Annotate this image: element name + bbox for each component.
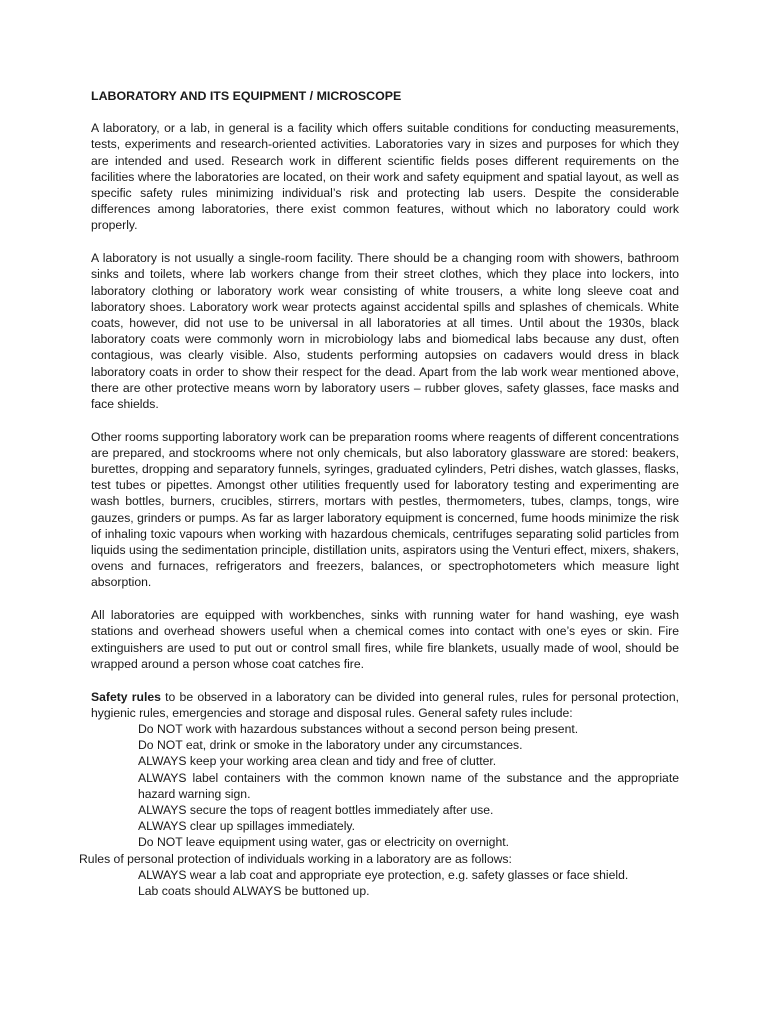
paragraph-laboratory-definition: A laboratory, or a lab, in general is a facility which offers suitable conditions for conducting measurements, tests, experiments and research-oriented activities. Laboratories vary in sizes and purposes for which they are intended and used. Research work in different scientific fields poses different requirements on the facilities where the laboratories are located, on their work and safety equipment and spatial layout, as well as specific safety rules minimizing individual’s risk and protecting lab users. Despite the considerable differences among laboratories, there exist common features, without which no laboratory could work properly.	[91, 121, 679, 233]
personal-protection-intro: Rules of personal protection of individuals working in a laboratory are as follows:	[79, 851, 512, 866]
general-safety-rules-list	[91, 721, 679, 851]
document-title: LABORATORY AND ITS EQUIPMENT / MICROSCOPE	[91, 89, 402, 103]
personal-protection-rules-list	[91, 867, 679, 899]
list-item: ALWAYS clear up spillages immediately.	[138, 819, 355, 834]
list-item: ALWAYS keep your working area clean and tidy and free of clutter.	[138, 754, 497, 769]
paragraph-safety-rules-intro	[91, 689, 679, 721]
safety-rules-term: Safety rules	[91, 689, 161, 704]
list-item: ALWAYS secure the tops of reagent bottles immediately after use.	[138, 802, 494, 817]
document-body	[79, 88, 679, 899]
paragraph-laboratory-equipment: All laboratories are equipped with workbenches, sinks with running water for hand washing, eye wash stations and overhead showers useful when a chemical comes into contact with one’s eyes or skin. Fire extinguishers are used to put out or control small fires, while fire blankets, usually made of wool, should be wrapped around a person whose coat catches fire.	[91, 608, 679, 671]
list-item: Do NOT work with hazardous substances without a second person being present.	[138, 721, 579, 736]
safety-rules-intro-text: to be observed in a laboratory can be divided into general rules, rules for personal protection, hygienic rules, emergencies and storage and disposal rules. General safety rules include:	[91, 689, 679, 720]
paragraph-supporting-rooms: Other rooms supporting laboratory work can be preparation rooms where reagents of different concentrations are prepared, and stockrooms where not only chemicals, but also laboratory glassware are stored: beakers, burettes, dropping and separatory funnels, syringes, graduated cylinders, Petri dishes, watch glasses, flasks, test tubes or pipettes. Amongst other utilities frequently used for laboratory testing and experimenting are wash bottles, burners, crucibles, stirrers, mortars with pestles, thermometers, tubes, clamps, tongs, wire gauzes, grinders or pumps. As far as larger laboratory equipment is concerned, fume hoods minimize the risk of inhaling toxic vapours when working with hazardous chemicals, centrifuges separating solid particles from liquids using the sedimentation principle, distillation units, aspirators using the Venturi effect, mixers, shakers, ovens and furnaces, refrigerators and freezers, balances, or spectrophotometers which measure light absorption.	[91, 429, 679, 590]
list-item: ALWAYS wear a lab coat and appropriate eye protection, e.g. safety glasses or face shield.	[138, 867, 629, 882]
list-item: Do NOT eat, drink or smoke in the laboratory under any circumstances.	[138, 738, 523, 753]
list-item: Lab coats should ALWAYS be buttoned up.	[138, 883, 370, 898]
list-item: Do NOT leave equipment using water, gas or electricity on overnight.	[138, 835, 510, 850]
list-item: ALWAYS label containers with the common known name of the substance and the appropriate hazard warning sign.	[138, 770, 679, 801]
paragraph-laboratory-facilities: A laboratory is not usually a single-room facility. There should be a changing room with showers, bathroom sinks and toilets, where lab workers change from their street clothes, which they place into lockers, into laboratory clothing or laboratory work wear consisting of white trousers, a white long sleeve coat and laboratory shoes. Laboratory work wear protects against accidental spills and splashes of chemicals. White coats, however, did not use to be universal in all laboratories at all times. Until about the 1930s, black laboratory coats were commonly worn in microbiology labs and biomedical labs because any dust, often contagious, was clearly visible. Also, students performing autopsies on cadavers would dress in black laboratory coats in order to show their respect for the dead. Apart from the lab work wear mentioned above, there are other protective means worn by laboratory users – rubber gloves, safety glasses, face masks and face shields.	[91, 251, 679, 411]
